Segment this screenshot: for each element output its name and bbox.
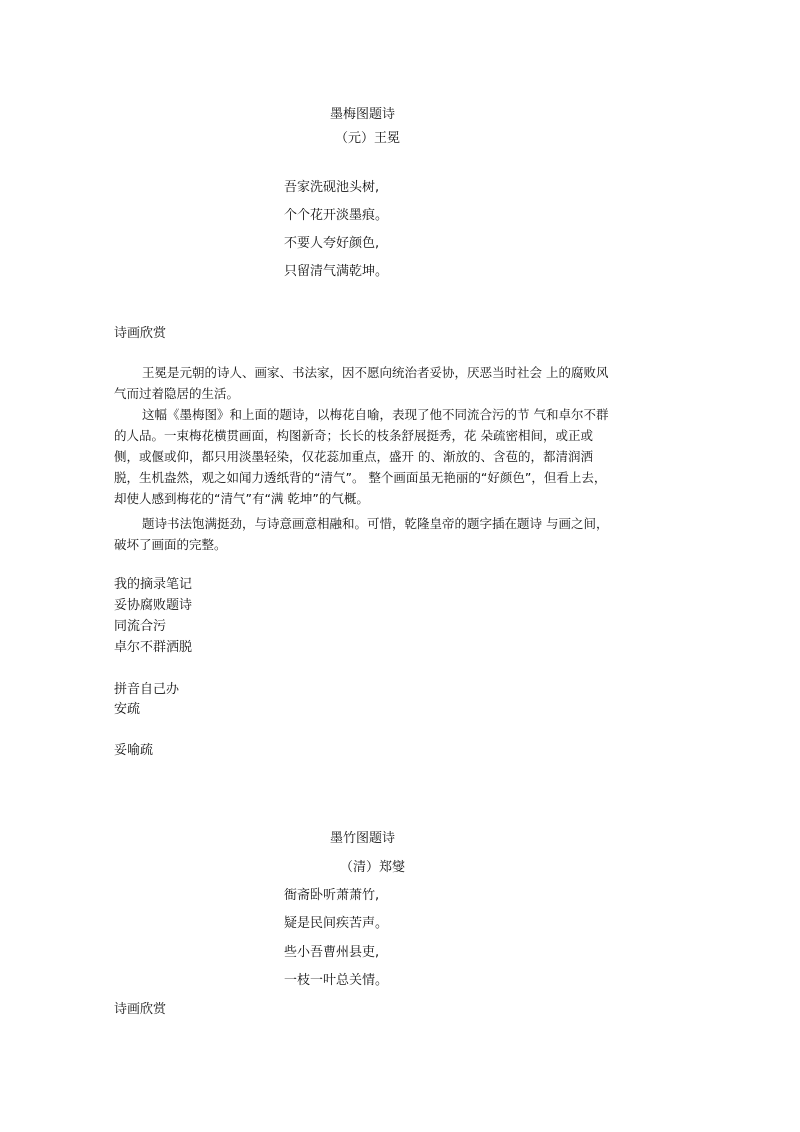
poem1-line-2: 个个花开淡墨痕。	[284, 208, 389, 223]
pinyin-heading: 拼音自己办	[114, 682, 180, 697]
appreciation-paragraph-2: 这幅《墨梅图》和上面的题诗，以梅花自喻，表现了他不同流合污的节 气和卓尔不群的人品。一束梅花横贯画面，构图新奇；长长的枝条舒展挺秀，花 朵疏密相间，或正或侧，或偃或仰，都只用淡墨轻染，仅花蕊加重点，盛开 的、渐放的、含苞的，都清润洒脱，生机盎然，观之如闻力透纸背的“清气”。 整个画面虽无艳丽的“好颜色”，但看上去，却使人感到梅花的“清气”有“满 乾坤”的气概。	[114, 407, 609, 506]
poem1-line-4: 只留清气满乾坤。	[284, 264, 389, 279]
poem1-line-3: 不要人夸好颜色,	[284, 236, 380, 251]
poem2-line-3: 些小吾曹州县吏,	[284, 945, 380, 960]
poem2-line-4: 一枝一叶总关情。	[284, 973, 389, 988]
poem1-author: （元）王冕	[335, 131, 401, 146]
appreciation-heading-2: 诗画欣赏	[114, 1002, 167, 1017]
poem2-line-1: 衙斋卧听萧萧竹,	[284, 888, 380, 903]
appreciation-paragraph-1: 王冕是元朝的诗人、画家、书法家，因不愿向统治者妥协，厌恶当时社会 上的腐败风气而过着隐居的生活。	[114, 365, 609, 401]
poem1-title: 墨梅图题诗	[330, 107, 396, 122]
notes-heading: 我的摘录笔记	[114, 577, 193, 592]
poem2-title: 墨竹图题诗	[330, 831, 396, 846]
appreciation-paragraph-3: 题诗书法饱满挺劲，与诗意画意相融和。可惜，乾隆皇帝的题字插在题诗 与画之间，破坏了画面的完整。	[114, 516, 609, 552]
notes-item: 妥协腐败题诗	[114, 598, 193, 613]
poem1-line-1: 吾家洗砚池头树,	[284, 180, 380, 195]
poem2-line-2: 疑是民间疾苦声。	[284, 916, 389, 931]
poem2-author: （清）郑燮	[340, 860, 406, 875]
pinyin-item: 安疏	[114, 702, 141, 717]
notes-item: 同流合污	[114, 619, 167, 634]
notes-item: 卓尔不群洒脱	[114, 640, 193, 655]
appreciation-heading: 诗画欣赏	[114, 326, 167, 341]
pinyin-item: 妥喻疏	[114, 743, 154, 758]
